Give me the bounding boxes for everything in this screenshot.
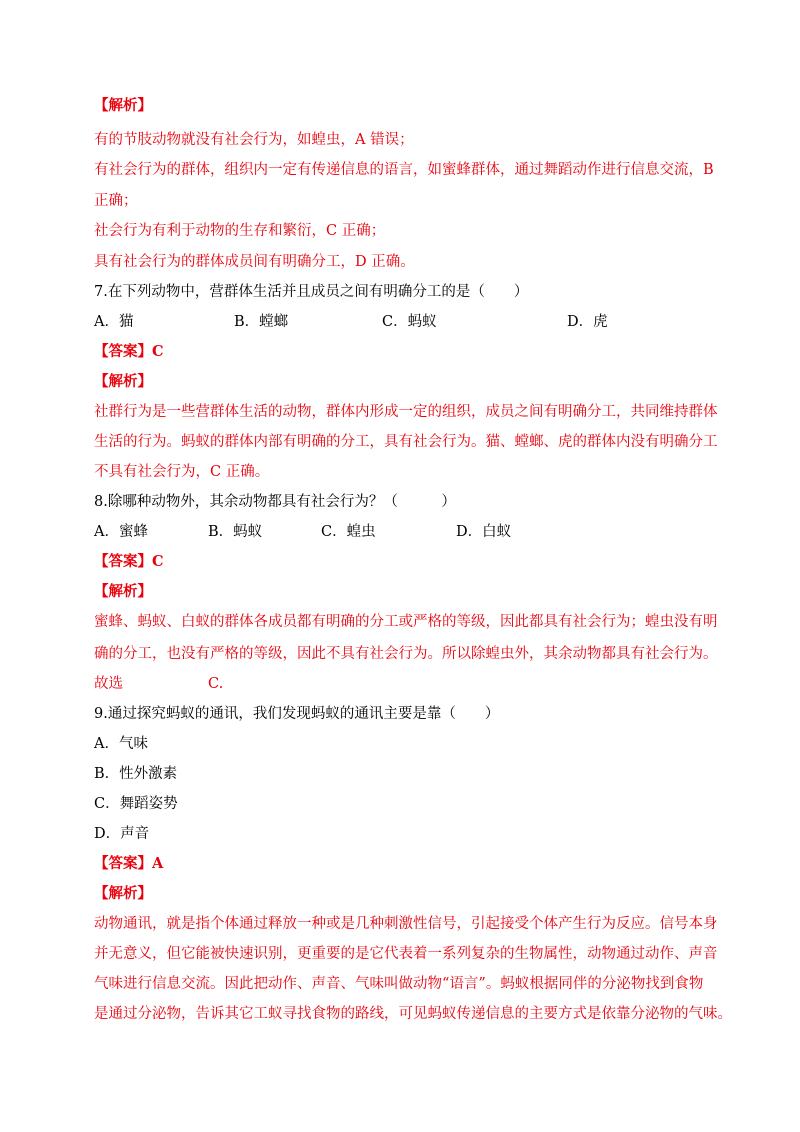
q7-analysis-line: 不具有社会行为，C 正确。: [94, 464, 270, 480]
q7-answer: 【答案】C: [94, 343, 164, 360]
q6-analysis-line: 有的节肢动物就没有社会行为，如蝗虫，A 错误；: [94, 132, 414, 148]
q6-analysis-line: 社会行为有利于动物的生存和繁衍，C 正确；: [94, 223, 386, 239]
q7-option-a: A．猫: [94, 314, 134, 330]
question-7: 7.在下列动物中，营群体生活并且成员之间有明确分工的是（ ）: [94, 284, 529, 300]
q7-option-d: D．虎: [567, 314, 608, 330]
q7-analysis-line: 生活的行为。蚂蚁的群体内部有明确的分工，具有社会行为。猫、螳螂、虎的群体内没有明确分工: [94, 434, 718, 450]
question-8: 8.除哪种动物外，其余动物都具有社会行为？（ ）: [94, 494, 456, 510]
q7-option-c: C．蚂蚁: [382, 314, 437, 330]
q8-conclusion-label: 故选: [94, 676, 123, 692]
q6-analysis-line: 正确；: [94, 193, 138, 209]
q8-option-a: A．蜜蜂: [94, 524, 148, 540]
q8-option-b: B．蚂蚁: [208, 524, 263, 540]
q8-analysis-line: 确的分工，也没有严格的等级，因此不具有社会行为。所以除蝗虫外，其余动物都具有社会行为。: [94, 646, 718, 662]
q8-option-d: D．白蚁: [456, 524, 512, 540]
q7-options: [94, 312, 714, 332]
q9-answer: 【答案】A: [94, 855, 164, 872]
question-9: 9.通过探究蚂蚁的通讯，我们发现蚂蚁的通讯主要是靠（ ）: [94, 706, 500, 722]
q6-analysis-line: 具有社会行为的群体成员间有明确分工，D 正确。: [94, 254, 415, 270]
q7-analysis-label: 【解析】: [94, 373, 152, 390]
q9-analysis-line: 并无意义，但它能被快速识别，更重要的是它代表着一系列复杂的生物属性，动物通过动作、声音: [94, 946, 718, 962]
q8-analysis-line: 蜜蜂、蚂蚁、白蚁的群体各成员都有明确的分工或严格的等级，因此都具有社会行为；蝗虫没有明: [94, 614, 718, 630]
q9-analysis-line: 是通过分泌物，告诉其它工蚁寻找食物的路线，可见蚂蚁传递信息的主要方式是依靠分泌物的气味。: [94, 1006, 732, 1022]
q8-conclusion-value: C.: [208, 676, 224, 692]
q7-analysis-line: 社群行为是一些营群体生活的动物，群体内形成一定的组织，成员之间有明确分工，共同维持群体: [94, 404, 718, 420]
q9-option-d: D．声音: [94, 826, 150, 842]
q9-option-a: A．气味: [94, 736, 148, 752]
q9-option-b: B．性外激素: [94, 766, 178, 782]
q8-options: [94, 522, 714, 542]
q8-option-c: C．蝗虫: [321, 524, 376, 540]
q9-analysis-label: 【解析】: [94, 885, 152, 902]
q8-analysis-label: 【解析】: [94, 583, 152, 600]
q8-answer: 【答案】C: [94, 553, 164, 570]
q9-analysis-line: 动物通讯，就是指个体通过释放一种或是几种刺激性信号，引起接受个体产生行为反应。信号本身: [94, 916, 718, 932]
q6-analysis-label: 【解析】: [94, 97, 152, 114]
q9-analysis-line: 气味进行信息交流。因此把动作、声音、气味叫做动物“语言”。蚂蚁根据同伴的分泌物找到食物: [94, 976, 704, 992]
q9-option-c: C．舞蹈姿势: [94, 796, 178, 812]
q8-conclusion: [94, 674, 294, 694]
q6-analysis-line: 有社会行为的群体，组织内一定有传递信息的语言，如蜜蜂群体，通过舞蹈动作进行信息交流，B: [94, 162, 714, 178]
q7-option-b: B．螳螂: [234, 314, 289, 330]
